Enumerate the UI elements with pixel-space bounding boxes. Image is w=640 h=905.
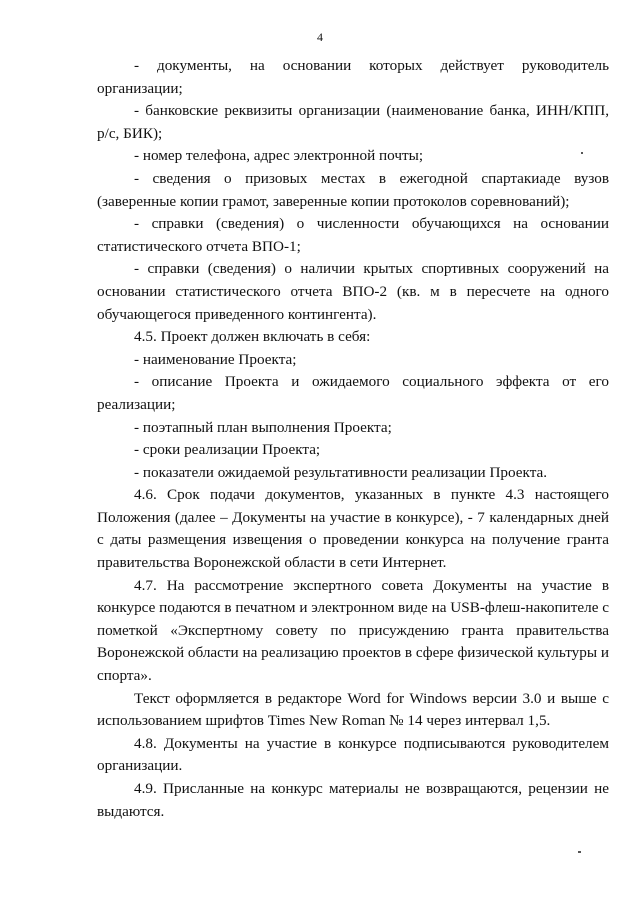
paragraph-project-description: - описание Проекта и ожидаемого социального эффекта от его реализации; (97, 373, 609, 413)
paragraph-phone-email: - номер телефона, адрес электронной почты; (134, 147, 424, 165)
paragraph-founding-documents: - документы, на основании которых действует руководитель организации; (97, 57, 609, 97)
paragraph-section-4-8: 4.8. Документы на участие в конкурсе подписываются руководителем организации. (97, 734, 609, 775)
scan-speck (581, 152, 583, 154)
scan-speck (578, 851, 581, 853)
document-body (97, 55, 609, 823)
paragraph-section-4-7: 4.7. На рассмотрение экспертного совета Документы на участие в конкурсе подаются в печатном и электронном виде на USB-флеш-накопителе с пометкой «Экспертному совету по присуждению гранта правительства Воронежской области на реализацию проектов в сфере физической культуры и спорта». (97, 576, 609, 685)
paragraph-formatting-requirements: Текст оформляется в редакторе Word for Windows версии 3.0 и выше с использованием шрифтов Times New Roman № 14 через интервал 1,5. (97, 689, 609, 730)
paragraph-section-4-9: 4.9. Присланные на конкурс материалы не возвращаются, рецензии не выдаются. (97, 780, 609, 820)
paragraph-sports-facilities: - справки (сведения) о наличии крытых спортивных сооружений на основании статистического отчета ВПО-2 (кв. м в пересчете на одного обучающегося приведенного контингента). (97, 260, 609, 323)
paragraph-student-count: - справки (сведения) о численности обучающихся на основании статистического отчета ВПО-1; (97, 215, 609, 255)
paragraph-project-name: - наименование Проекта; (134, 350, 297, 368)
paragraph-project-plan: - поэтапный план выполнения Проекта; (134, 418, 392, 436)
paragraph-project-terms: - сроки реализации Проекта; (134, 441, 321, 459)
page-number: 4 (317, 30, 323, 44)
paragraph-bank-details: - банковские реквизиты организации (наименование банка, ИНН/КПП, р/с, БИК); (97, 102, 609, 142)
paragraph-section-4-5: 4.5. Проект должен включать в себя: (134, 328, 371, 346)
paragraph-prize-places: - сведения о призовых местах в ежегодной спартакиаде вузов (заверенные копии грамот, заверенные копии протоколов соревнований); (97, 169, 609, 210)
paragraph-section-4-6: 4.6. Срок подачи документов, указанных в пункте 4.3 настоящего Положения (далее – Документы на участие в конкурсе), - 7 календарных дней с даты размещения извещения о проведении конкурса на получение гранта правительства Воронежской области в сети Интернет. (97, 486, 609, 572)
paragraph-project-indicators: - показатели ожидаемой результативности реализации Проекта. (134, 463, 548, 481)
